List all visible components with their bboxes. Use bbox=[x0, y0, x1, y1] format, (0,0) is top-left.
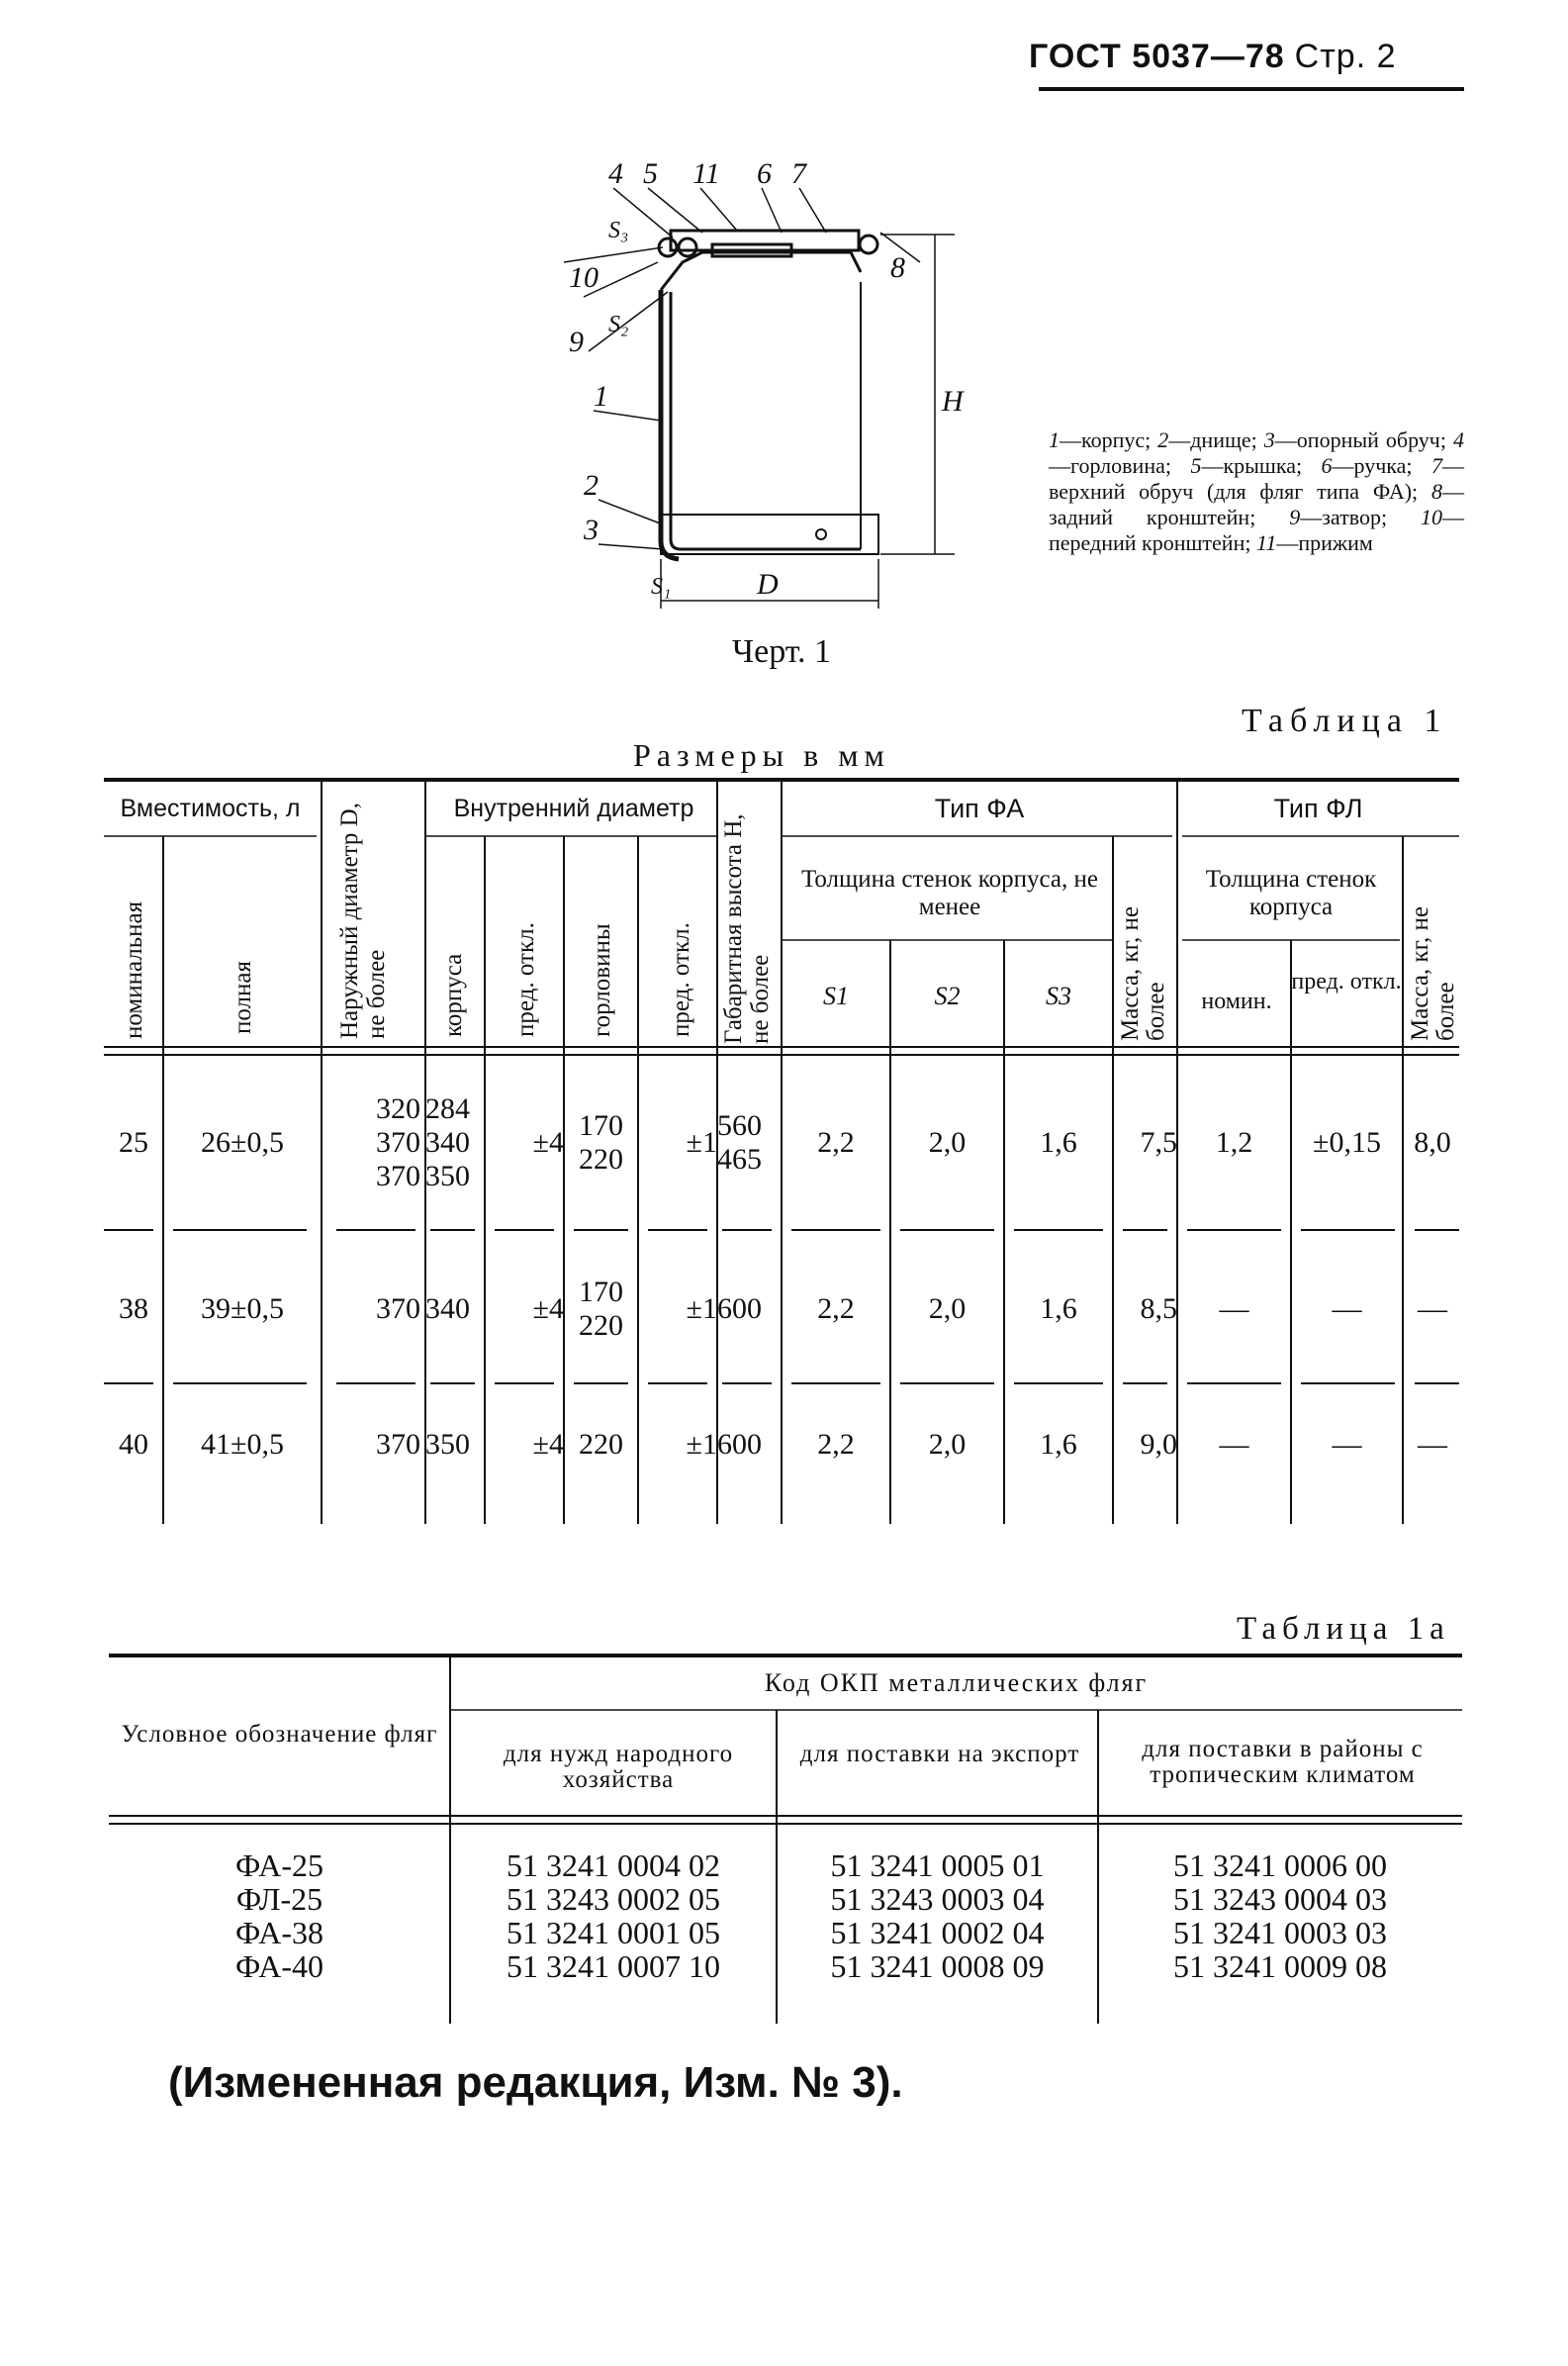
legend-number: 9 bbox=[1289, 505, 1301, 529]
col-mass-fl: Масса, кг, не более bbox=[1407, 906, 1459, 1041]
legend-text: —ручка; bbox=[1332, 453, 1431, 478]
table1-cell-body: 340 bbox=[425, 1291, 470, 1325]
figure-caption: Черт. 1 bbox=[732, 633, 832, 670]
legend-text: —крышка; bbox=[1201, 453, 1322, 478]
legend-text: —затвор; bbox=[1300, 505, 1421, 529]
table1-cell-fl_tol: — bbox=[1332, 1291, 1362, 1325]
table1-cell-mass_fa: 9,0 bbox=[1140, 1428, 1177, 1461]
t1a-col-okp: Код ОКП металлических фляг bbox=[764, 1668, 1149, 1697]
table1-cell-tol2: ±1 bbox=[686, 1291, 717, 1325]
table1-cell-d: 370 bbox=[376, 1291, 420, 1325]
table1a-cell-name: ФЛ-25 bbox=[235, 1881, 323, 1917]
table1a-cell-domestic: 51 3241 0001 05 bbox=[507, 1915, 720, 1950]
page-number: Стр. 2 bbox=[1294, 38, 1397, 75]
col-type-fl: Тип ФЛ bbox=[1273, 794, 1363, 823]
table1-cell-fl_tol: — bbox=[1332, 1428, 1362, 1461]
callout-s2: S₂ bbox=[608, 312, 629, 337]
table1-cell-tol2: ±1 bbox=[686, 1428, 717, 1461]
table1-cell-neck: 220 bbox=[579, 1428, 623, 1461]
table1-cell-tol1: ±4 bbox=[532, 1126, 564, 1159]
standard-code: ГОСТ 5037—78 bbox=[1029, 38, 1285, 75]
table1-cell-h: 600 bbox=[717, 1291, 762, 1325]
table1a-cell-tropical: 51 3241 0009 08 bbox=[1173, 1948, 1387, 1984]
table1-cell-mass_fl: 8,0 bbox=[1414, 1126, 1451, 1159]
legend-text: —верхний обруч (для фляг типа ФА); bbox=[1049, 453, 1464, 504]
table1-cell-s3: 1,6 bbox=[1040, 1428, 1077, 1461]
table1-cell-full: 26±0,5 bbox=[201, 1126, 284, 1159]
table1a-cell-name: ФА-40 bbox=[234, 1948, 324, 1984]
legend-text: —горловина; bbox=[1049, 453, 1191, 478]
col-wall-fl: Толщина стенок корпуса bbox=[1205, 866, 1377, 920]
col-nominal: номинальная bbox=[121, 900, 147, 1039]
col-neck: горловины bbox=[589, 923, 615, 1037]
table1a-cell-export: 51 3241 0005 01 bbox=[830, 1847, 1045, 1883]
table1-cell-nom: — bbox=[1219, 1428, 1249, 1461]
table1-cell-s2: 2,0 bbox=[928, 1126, 967, 1159]
col-full: полная bbox=[230, 961, 256, 1034]
t1a-col-domestic: для нужд народного хозяйства bbox=[503, 1741, 734, 1793]
legend-number: 6 bbox=[1321, 453, 1333, 478]
table1a-cell-export: 51 3241 0002 04 bbox=[830, 1915, 1045, 1950]
col-height: Габаритная высота H, не более bbox=[720, 813, 774, 1044]
callout-4: 4 bbox=[608, 157, 623, 190]
col-tol2: пред. откл. bbox=[668, 922, 694, 1037]
callout-8: 8 bbox=[890, 251, 905, 284]
legend-text: —задний кронштейн; bbox=[1049, 479, 1464, 529]
table1a-cell-tropical: 51 3241 0003 03 bbox=[1173, 1915, 1387, 1950]
callout-d: D bbox=[757, 568, 779, 601]
table1-cell-nominal: 38 bbox=[119, 1291, 148, 1325]
callout-9: 9 bbox=[569, 326, 584, 358]
callout-5: 5 bbox=[643, 157, 658, 190]
col-s3: S3 bbox=[1046, 982, 1071, 1010]
table1-cell-mass_fl: — bbox=[1418, 1428, 1447, 1461]
table1-cell-tol1: ±4 bbox=[532, 1428, 564, 1461]
col-body: корпуса bbox=[440, 953, 467, 1037]
table1-cell-h: 600 bbox=[717, 1428, 762, 1461]
callout-6: 6 bbox=[757, 157, 772, 190]
table1-cell-h: 560 465 bbox=[717, 1109, 762, 1176]
legend-text: —передний кронштейн; bbox=[1049, 505, 1464, 555]
table1a-cell-domestic: 51 3241 0007 10 bbox=[507, 1948, 720, 1984]
legend-text: —опорный обруч; bbox=[1274, 427, 1453, 452]
table1a-cell-name: ФА-25 bbox=[234, 1847, 324, 1883]
col-s2: S2 bbox=[934, 982, 961, 1010]
table1-cell-s2: 2,0 bbox=[928, 1428, 967, 1461]
table1a-cell-tropical: 51 3243 0004 03 bbox=[1173, 1881, 1387, 1917]
table1-cell-body: 350 bbox=[425, 1428, 470, 1461]
legend-number: 5 bbox=[1190, 453, 1202, 478]
table1-cell-nom: — bbox=[1219, 1291, 1249, 1325]
table1-cell-full: 41±0,5 bbox=[201, 1428, 284, 1461]
table1-cell-mass_fa: 8,5 bbox=[1140, 1291, 1177, 1325]
legend-number: 2 bbox=[1157, 427, 1169, 452]
table1-cell-tol2: ±1 bbox=[686, 1126, 717, 1159]
col-inner-diameter: Внутренний диаметр bbox=[453, 795, 694, 822]
table1-cell-s1: 2,2 bbox=[817, 1126, 855, 1159]
legend-number: 7 bbox=[1431, 453, 1442, 478]
col-nom: номин. bbox=[1201, 989, 1272, 1014]
table1-cell-d: 370 bbox=[376, 1428, 420, 1461]
legend-number: 3 bbox=[1263, 427, 1275, 452]
table1-cell-s3: 1,6 bbox=[1040, 1126, 1077, 1159]
table1-subtitle: Размеры в мм bbox=[633, 737, 890, 773]
col-wall-fa: Толщина стенок корпуса, не менее bbox=[800, 866, 1098, 920]
legend-text: —днище; bbox=[1168, 427, 1264, 452]
col-type-fa: Тип ФА bbox=[934, 794, 1025, 823]
table1-cell-mass_fa: 7,5 bbox=[1140, 1126, 1177, 1159]
col-tol1: пред. откл. bbox=[512, 922, 539, 1037]
col-outer-diameter: Наружный диаметр D, не более bbox=[336, 803, 390, 1039]
amendment-note: (Измененная редакция, Изм. № 3). bbox=[168, 2058, 903, 2107]
table1a-cell-domestic: 51 3241 0004 02 bbox=[507, 1847, 720, 1883]
col-capacity: Вместимость, л bbox=[120, 795, 301, 822]
legend-text: —корпус; bbox=[1060, 427, 1158, 452]
legend-number: 4 bbox=[1453, 427, 1464, 452]
callout-h: H bbox=[942, 385, 964, 418]
table1-cell-mass_fl: — bbox=[1418, 1291, 1447, 1325]
table1-cell-nominal: 25 bbox=[119, 1126, 148, 1159]
table1-cell-tol1: ±4 bbox=[532, 1291, 564, 1325]
table1a-cell-tropical: 51 3241 0006 00 bbox=[1173, 1847, 1387, 1883]
table1-cell-neck: 170 220 bbox=[579, 1275, 623, 1342]
table1-label: Таблица 1 bbox=[1242, 703, 1448, 739]
callout-2: 2 bbox=[584, 469, 599, 502]
col-s1: S1 bbox=[823, 982, 849, 1010]
t1a-col-export: для поставки на экспорт bbox=[799, 1741, 1080, 1767]
callout-3: 3 bbox=[584, 514, 599, 546]
col-fl-tol: пред. откл. bbox=[1291, 969, 1402, 994]
callout-s1: S₁ bbox=[651, 574, 672, 600]
table1-cell-s2: 2,0 bbox=[928, 1291, 967, 1325]
table1a-cell-name: ФА-38 bbox=[234, 1915, 324, 1950]
table1-cell-fl_tol: ±0,15 bbox=[1313, 1126, 1381, 1159]
callout-1: 1 bbox=[594, 380, 608, 413]
table1-cell-s1: 2,2 bbox=[817, 1291, 855, 1325]
table1a-label: Таблица 1а bbox=[1237, 1611, 1450, 1647]
table1a-cell-domestic: 51 3243 0002 05 bbox=[507, 1881, 720, 1917]
table1-cell-s1: 2,2 bbox=[817, 1428, 855, 1461]
legend-text: —прижим bbox=[1276, 530, 1373, 555]
table1-cell-d: 320 370 370 bbox=[376, 1092, 420, 1192]
legend-number: 11 bbox=[1255, 530, 1277, 555]
table1-cell-body: 284 340 350 bbox=[425, 1092, 470, 1192]
t1a-col-tropical: для поставки в районы с тропическим климатом bbox=[1142, 1736, 1424, 1788]
callout-7: 7 bbox=[791, 157, 806, 190]
table1-cell-s3: 1,6 bbox=[1040, 1291, 1077, 1325]
t1a-col-designation: Условное обозначение фляг bbox=[121, 1721, 438, 1748]
callout-11: 11 bbox=[692, 157, 720, 190]
legend-number: 1 bbox=[1049, 427, 1060, 452]
table1-cell-neck: 170 220 bbox=[579, 1109, 623, 1176]
col-mass-fa: Масса, кг, не более bbox=[1117, 906, 1169, 1041]
legend-number: 10 bbox=[1421, 505, 1442, 529]
table1-cell-nom: 1,2 bbox=[1215, 1126, 1253, 1159]
table1a-cell-export: 51 3241 0008 09 bbox=[830, 1948, 1045, 1984]
legend-number: 8 bbox=[1431, 479, 1442, 504]
callout-s3: S₃ bbox=[608, 218, 629, 243]
table1-cell-nominal: 40 bbox=[119, 1428, 148, 1461]
callout-10: 10 bbox=[569, 261, 599, 294]
table1-cell-full: 39±0,5 bbox=[201, 1291, 284, 1325]
table1a-cell-export: 51 3243 0003 04 bbox=[830, 1881, 1045, 1917]
